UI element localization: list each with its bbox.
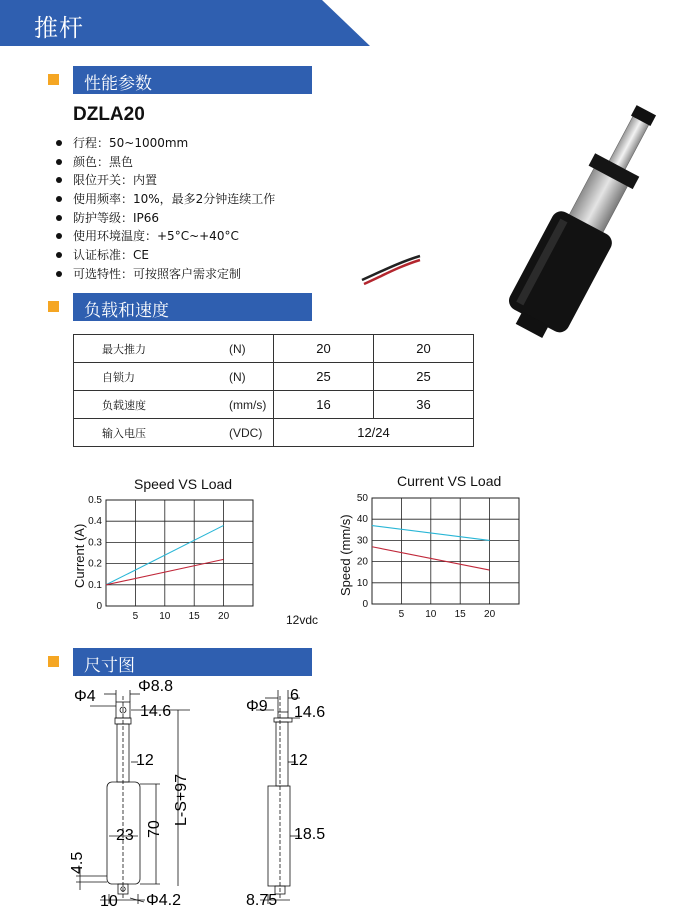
param-value: 20 [274,335,374,363]
spec-item [56,153,275,172]
bullet-icon [56,140,62,146]
spec-text: 可选特性：可按照客户需求定制 [73,266,242,281]
chart-title: Speed VS Load [134,476,233,492]
spec-item [56,209,275,228]
spec-text: 限位开关：内置 [73,173,158,188]
x-tick-label: 20 [484,609,496,620]
bullet-icon [56,177,62,183]
dim-label: 6 [290,687,299,704]
dim-label: 18.5 [294,826,326,843]
dim-label: 12 [136,752,154,769]
y-tick-label: 0.5 [88,495,102,506]
y-tick-label: 0.2 [88,558,102,570]
param-name: 自锁力 [74,363,218,391]
y-tick-label: 20 [356,556,368,568]
plot-area [106,500,253,606]
param-value: 12/24 [274,419,474,447]
spec-text: 行程：50~1000mm [73,136,189,150]
dim-label: 12 [290,752,308,769]
actuator-product-image [360,90,650,290]
spec-item [56,246,275,265]
y-tick-label: 30 [356,535,368,547]
param-value: 16 [274,391,374,419]
spec-item [56,134,275,153]
param-value: 20 [374,335,474,363]
table-row [74,363,474,391]
section-marker-icon [48,74,59,85]
section-title: 性能参数 [84,74,152,94]
bullet-icon [56,271,62,277]
current-vs-load-chart [350,490,530,620]
y-tick-label: 40 [356,514,368,526]
section-header-performance [48,66,318,94]
dim-label: 4.5 [69,851,86,874]
param-name: 最大推力 [74,335,218,363]
param-name: 负载速度 [74,391,218,419]
bullet-icon [56,196,62,202]
voltage-note: 12vdc [286,613,319,627]
spec-item [56,265,275,284]
dim-label: 14.6 [140,703,172,720]
dim-label: Φ9 [246,698,268,715]
spec-text: 防护等级：IP66 [73,210,160,225]
chart-y-axis-label: Current (A) [72,523,87,588]
page-banner [0,0,370,46]
param-unit: (VDC) [217,419,274,447]
section-title: 负载和速度 [84,301,169,321]
table-row [74,391,474,419]
spec-table [73,334,474,447]
dim-label: Φ4 [74,688,96,705]
section-marker-icon [48,656,59,667]
x-tick-label: 5 [132,611,139,622]
spec-item [56,190,275,209]
bullet-icon [56,252,62,258]
dimension-drawing [60,676,326,916]
param-name: 输入电压 [74,419,218,447]
section-header-dimensions [48,648,318,676]
x-tick-label: 15 [454,609,466,620]
y-tick-label: 0 [362,599,368,610]
param-unit: (N) [217,335,274,363]
spec-text: 认证标准：CE [73,248,149,263]
dim-label: 10 [100,893,118,910]
x-tick-label: 10 [425,609,437,620]
x-tick-label: 5 [398,609,405,620]
y-tick-label: 0.1 [88,579,102,591]
dim-label: L-S+97 [173,773,190,826]
param-value: 25 [274,363,374,391]
table-row [74,419,474,447]
table-row [74,335,474,363]
spec-text: 使用环境温度：+5°C~+40°C [73,229,239,244]
spec-text: 使用频率：10%，最多2分钟连续工作 [73,192,276,207]
y-tick-label: 10 [356,577,368,589]
section-header-load-speed [48,293,318,321]
param-unit: (N) [217,363,274,391]
section-title: 尺寸图 [84,656,135,676]
x-tick-label: 15 [188,611,200,622]
param-unit: (mm/s) [217,391,274,419]
param-value: 36 [374,391,474,419]
y-tick-label: 0.4 [88,516,102,528]
section-marker-icon [48,301,59,312]
x-tick-label: 10 [159,611,171,622]
y-tick-label: 0.3 [88,537,102,549]
spec-text: 颜色：黑色 [73,154,134,169]
page-title: 推杆 [34,14,84,42]
spec-item [56,227,275,246]
y-tick-label: 0 [96,601,102,612]
param-value: 25 [374,363,474,391]
y-tick-label: 50 [356,493,368,504]
x-tick-label: 20 [218,611,230,622]
bullet-icon [56,159,62,165]
model-name: DZLA20 [73,104,145,125]
spec-list [56,134,275,284]
chart-y-axis-label: Speed (mm/s) [338,514,353,596]
dim-label: Φ4.2 [146,892,182,909]
chart-title: Current VS Load [397,473,502,489]
dim-label: 70 [146,820,163,838]
spec-item [56,171,275,190]
bullet-icon [56,215,62,221]
dim-label: 23 [116,827,134,844]
dim-label: 14.6 [294,704,326,721]
bullet-icon [56,233,62,239]
dim-label: 8.75 [246,892,278,909]
speed-vs-load-chart [84,492,264,622]
dim-label: Φ8.8 [138,678,174,695]
